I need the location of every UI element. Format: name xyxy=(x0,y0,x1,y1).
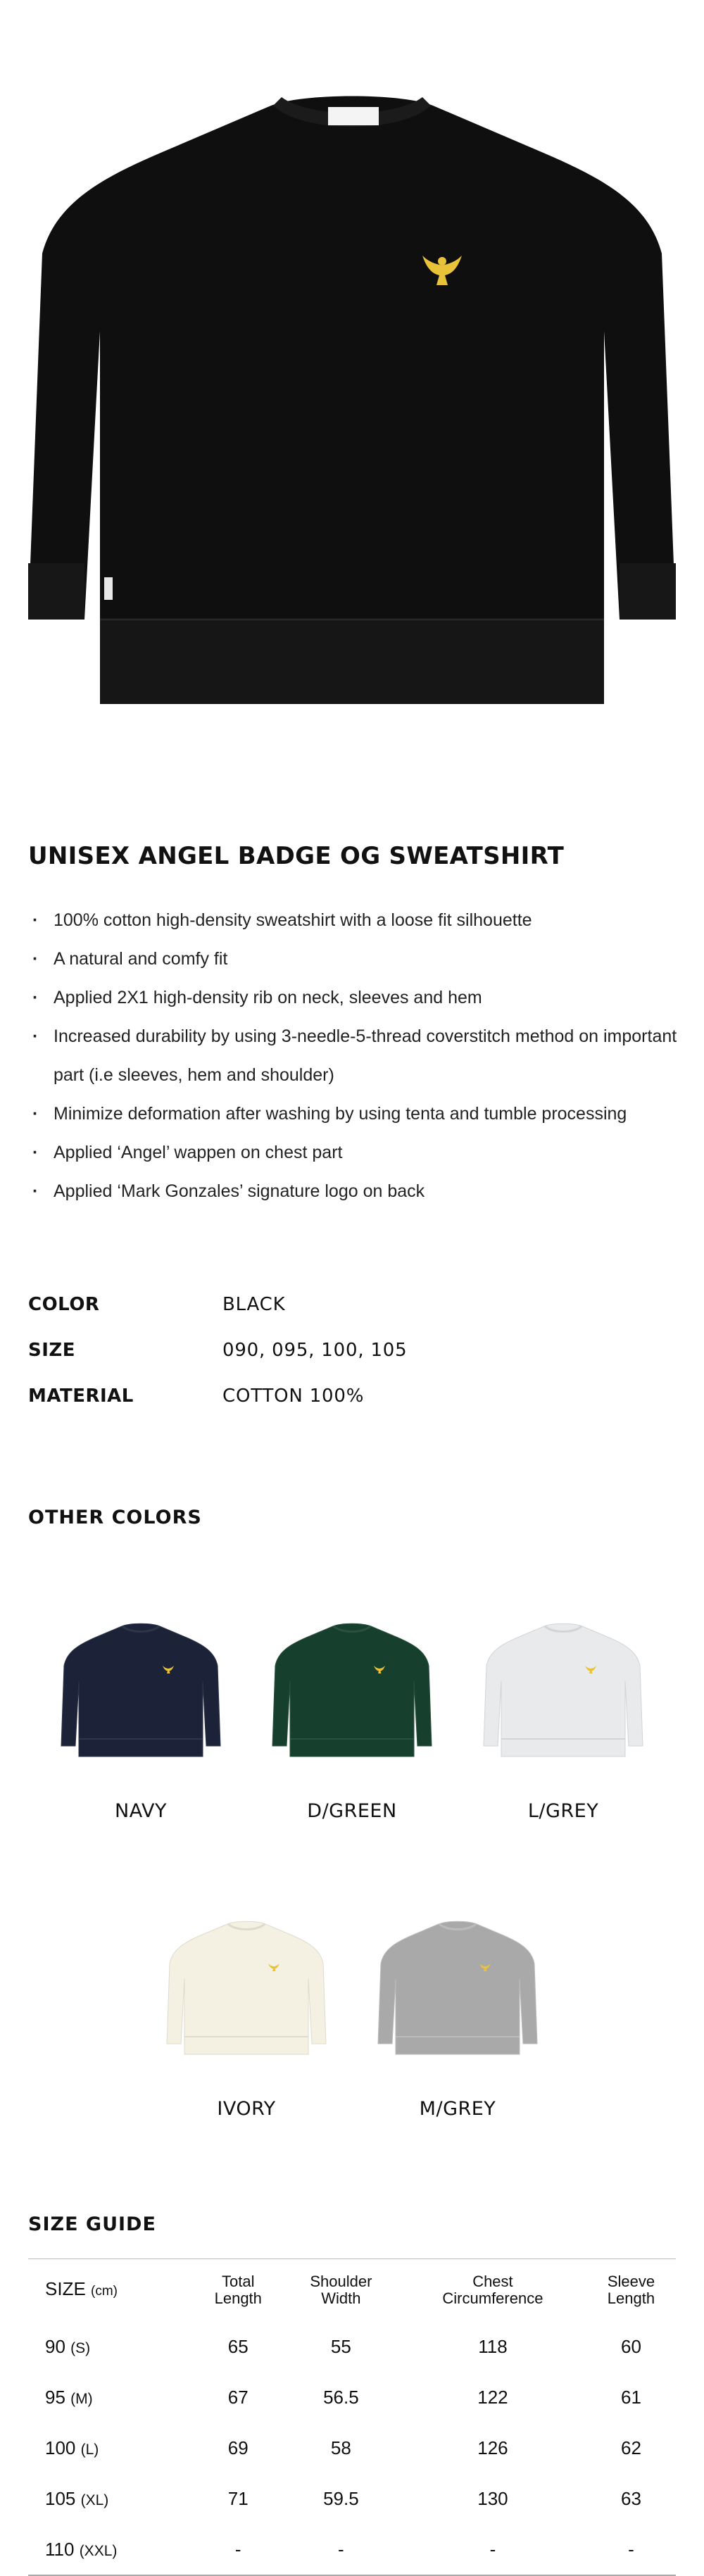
table-cell: 63 xyxy=(620,2487,641,2509)
size-guide-table xyxy=(28,2258,676,2576)
table-row xyxy=(28,2423,676,2473)
table-cell: - xyxy=(489,2538,496,2560)
color-swatch-ivory[interactable] xyxy=(162,1896,331,2058)
table-cell: 71 xyxy=(227,2487,249,2509)
table-cell: 61 xyxy=(620,2386,641,2408)
table-cell: 65 xyxy=(227,2335,249,2357)
table-cell: 55 xyxy=(330,2335,351,2357)
product-title: UNISEX ANGEL BADGE OG SWEATSHIRT xyxy=(28,842,565,870)
size-cell: 95 (M) xyxy=(45,2386,93,2408)
list-item: · Minimize deformation after washing by using tenta and tumble processing xyxy=(28,1095,683,1133)
size-guide-heading: SIZE GUIDE xyxy=(28,2213,156,2235)
spec-key: MATERIAL xyxy=(28,1386,134,1407)
color-swatch-navy[interactable] xyxy=(56,1598,225,1760)
table-cell: - xyxy=(628,2538,634,2560)
table-cell: 126 xyxy=(477,2437,508,2458)
spec-value: COTTON 100% xyxy=(222,1386,365,1407)
feature-list xyxy=(28,901,683,1211)
list-item: · 100% cotton high-density sweatshirt with a loose fit silhouette xyxy=(28,901,683,940)
table-cell: 60 xyxy=(620,2335,641,2357)
size-column-header xyxy=(28,2259,194,2322)
color-label: L/GREY xyxy=(527,1800,599,1822)
table-cell: 58 xyxy=(330,2437,351,2458)
table-row xyxy=(28,2321,676,2372)
size-cell: 90 (S) xyxy=(45,2335,91,2357)
black-sweatshirt-illustration xyxy=(0,0,704,746)
spec-table xyxy=(28,1294,662,1431)
color-label: NAVY xyxy=(115,1800,167,1822)
table-row xyxy=(28,2524,676,2575)
table-cell: 62 xyxy=(620,2437,641,2458)
size-label: SIZE xyxy=(45,2278,86,2299)
table-row xyxy=(28,2473,676,2524)
color-swatch-mgrey[interactable] xyxy=(373,1896,542,2058)
table-cell: 122 xyxy=(477,2386,508,2408)
size-cell: 105 (XL) xyxy=(45,2487,109,2509)
column-header-chest-circumference: Chest Circumference xyxy=(442,2273,543,2307)
size-cell: 110 (XXL) xyxy=(45,2538,118,2560)
list-item: · Applied ‘Mark Gonzales’ signature logo on back xyxy=(28,1172,683,1211)
table-cell: 59.5 xyxy=(323,2487,359,2509)
spec-key: COLOR xyxy=(28,1294,100,1315)
list-item: · A natural and comfy fit xyxy=(28,940,683,979)
sweatshirt-navy-icon xyxy=(60,1598,222,1760)
table-cell: 118 xyxy=(478,2335,508,2357)
table-row xyxy=(28,2372,676,2423)
spec-row-size xyxy=(28,1340,662,1386)
color-swatch-dgreen[interactable] xyxy=(268,1598,436,1760)
spec-value: BLACK xyxy=(222,1294,286,1315)
table-cell: 69 xyxy=(227,2437,249,2458)
sweatshirt-dgreen-icon xyxy=(271,1598,433,1760)
list-item: · Applied 2X1 high-density rib on neck, sleeves and hem xyxy=(28,979,683,1017)
table-header-row xyxy=(28,2259,676,2322)
spec-value: 090, 095, 100, 105 xyxy=(222,1340,408,1361)
table-cell: 67 xyxy=(227,2386,249,2408)
spec-row-material xyxy=(28,1386,662,1431)
size-cell: 100 (L) xyxy=(45,2437,99,2458)
table-cell: 56.5 xyxy=(323,2386,359,2408)
sweatshirt-mgrey-icon xyxy=(377,1896,539,2058)
sweatshirt-ivory-icon xyxy=(165,1896,327,2058)
hero-product-image xyxy=(0,0,704,746)
sweatshirt-lgrey-icon xyxy=(482,1598,644,1760)
color-swatch-lgrey[interactable] xyxy=(479,1598,648,1760)
column-header-total-length: Total Length xyxy=(214,2273,262,2307)
color-label: IVORY xyxy=(217,2098,276,2120)
list-item: · Increased durability by using 3-needle-5-thread coverstitch method on important part (i.e sleeves, hem and shoulder) xyxy=(28,1017,683,1095)
table-cell: 130 xyxy=(477,2487,508,2509)
other-colors-heading: OTHER COLORS xyxy=(28,1507,202,1528)
color-label: M/GREY xyxy=(419,2098,496,2120)
unit-label: (cm) xyxy=(91,2284,118,2299)
table-cell: - xyxy=(338,2538,344,2560)
list-item: · Applied ‘Angel’ wappen on chest part xyxy=(28,1133,683,1172)
column-header-sleeve-length: Sleeve Length xyxy=(607,2273,655,2307)
color-label: D/GREEN xyxy=(307,1800,397,1822)
column-header-shoulder-width: Shoulder Width xyxy=(310,2273,372,2307)
spec-row-color xyxy=(28,1294,662,1340)
spec-key: SIZE xyxy=(28,1340,76,1361)
table-cell: - xyxy=(234,2538,241,2560)
